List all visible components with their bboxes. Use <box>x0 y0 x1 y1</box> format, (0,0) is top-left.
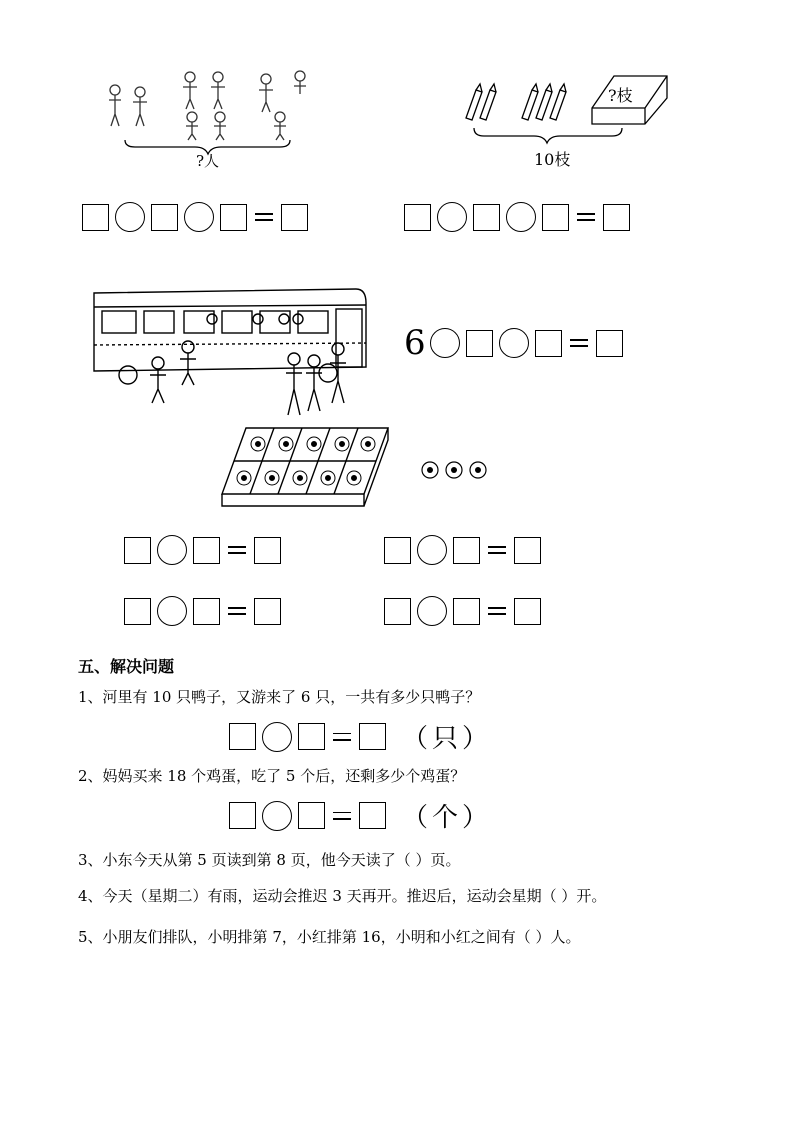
answer-box[interactable] <box>384 537 411 564</box>
answer-box[interactable] <box>281 204 308 231</box>
answer-box[interactable] <box>535 330 562 357</box>
answer-box[interactable] <box>453 598 480 625</box>
operator-circle[interactable] <box>157 535 187 565</box>
operator-circle[interactable] <box>430 328 460 358</box>
answer-box[interactable] <box>514 537 541 564</box>
unit-label: （只） <box>402 724 493 754</box>
loose-balls <box>420 458 490 482</box>
operator-circle[interactable] <box>499 328 529 358</box>
equation-people <box>82 202 314 232</box>
start-number: 6 <box>404 323 426 363</box>
answer-box[interactable] <box>151 204 178 231</box>
operator-circle[interactable] <box>157 596 187 626</box>
equals-sign <box>568 336 590 350</box>
answer-box[interactable] <box>359 723 386 750</box>
pencils-label: 10枝 <box>534 150 571 169</box>
ball-tray-figure <box>218 424 393 514</box>
pencil-icon <box>466 84 482 120</box>
answer-box[interactable] <box>298 802 325 829</box>
equation-balls-3 <box>124 596 287 626</box>
equals-sign <box>486 543 508 557</box>
operator-circle[interactable] <box>417 535 447 565</box>
answer-box[interactable] <box>254 598 281 625</box>
equals-sign <box>331 809 353 823</box>
answer-box[interactable] <box>603 204 630 231</box>
people-label: ?人 <box>196 152 220 170</box>
equation-question-1 <box>229 718 498 755</box>
people-figure <box>100 62 320 172</box>
answer-box[interactable] <box>254 537 281 564</box>
answer-box[interactable] <box>124 598 151 625</box>
question-4: 4、今天（星期二）有雨，运动会推迟 3 天再开。推迟后，运动会星期（ ）开。 <box>78 887 607 905</box>
operator-circle[interactable] <box>262 801 292 831</box>
equals-sign <box>575 210 597 224</box>
pencil-icon <box>550 84 566 120</box>
question-1: 1、河里有 10 只鸭子，又游来了 6 只，一共有多少只鸭子？ <box>78 688 481 706</box>
answer-box[interactable] <box>229 802 256 829</box>
answer-box[interactable] <box>384 598 411 625</box>
operator-circle[interactable] <box>437 202 467 232</box>
answer-box[interactable] <box>124 537 151 564</box>
operator-circle[interactable] <box>115 202 145 232</box>
operator-circle[interactable] <box>506 202 536 232</box>
answer-box[interactable] <box>359 802 386 829</box>
equation-bus <box>404 323 629 363</box>
section-title: 五、解决问题 <box>78 657 175 676</box>
answer-box[interactable] <box>82 204 109 231</box>
answer-box[interactable] <box>193 598 220 625</box>
equals-sign <box>486 604 508 618</box>
answer-box[interactable] <box>298 723 325 750</box>
question-5: 5、小朋友们排队，小明排第 7，小红排第 16，小明和小红之间有（ ）人。 <box>78 928 581 946</box>
question-3: 3、小东今天从第 5 页读到第 8 页，他今天读了（ ）页。 <box>78 851 461 869</box>
answer-box[interactable] <box>220 204 247 231</box>
bus-figure <box>88 285 373 425</box>
operator-circle[interactable] <box>417 596 447 626</box>
pencil-icon <box>522 84 538 120</box>
answer-box[interactable] <box>466 330 493 357</box>
answer-box[interactable] <box>453 537 480 564</box>
operator-circle[interactable] <box>262 722 292 752</box>
answer-box[interactable] <box>229 723 256 750</box>
equals-sign <box>226 604 248 618</box>
equals-sign <box>331 730 353 744</box>
equation-balls-2 <box>384 535 547 565</box>
pencil-icon <box>480 84 496 120</box>
answer-box[interactable] <box>193 537 220 564</box>
equation-question-2 <box>229 797 498 834</box>
answer-box[interactable] <box>514 598 541 625</box>
equation-pencils <box>404 202 636 232</box>
equals-sign <box>226 543 248 557</box>
question-2: 2、妈妈买来 18 个鸡蛋，吃了 5 个后，还剩多少个鸡蛋？ <box>78 767 466 785</box>
unit-label: （个） <box>402 803 493 833</box>
answer-box[interactable] <box>473 204 500 231</box>
answer-box[interactable] <box>596 330 623 357</box>
answer-box[interactable] <box>542 204 569 231</box>
operator-circle[interactable] <box>184 202 214 232</box>
equation-balls-1 <box>124 535 287 565</box>
equation-balls-4 <box>384 596 547 626</box>
pencils-figure <box>462 70 672 180</box>
pencil-icon <box>536 84 552 120</box>
answer-box[interactable] <box>404 204 431 231</box>
equals-sign <box>253 210 275 224</box>
box-label: ?枝 <box>608 86 633 105</box>
